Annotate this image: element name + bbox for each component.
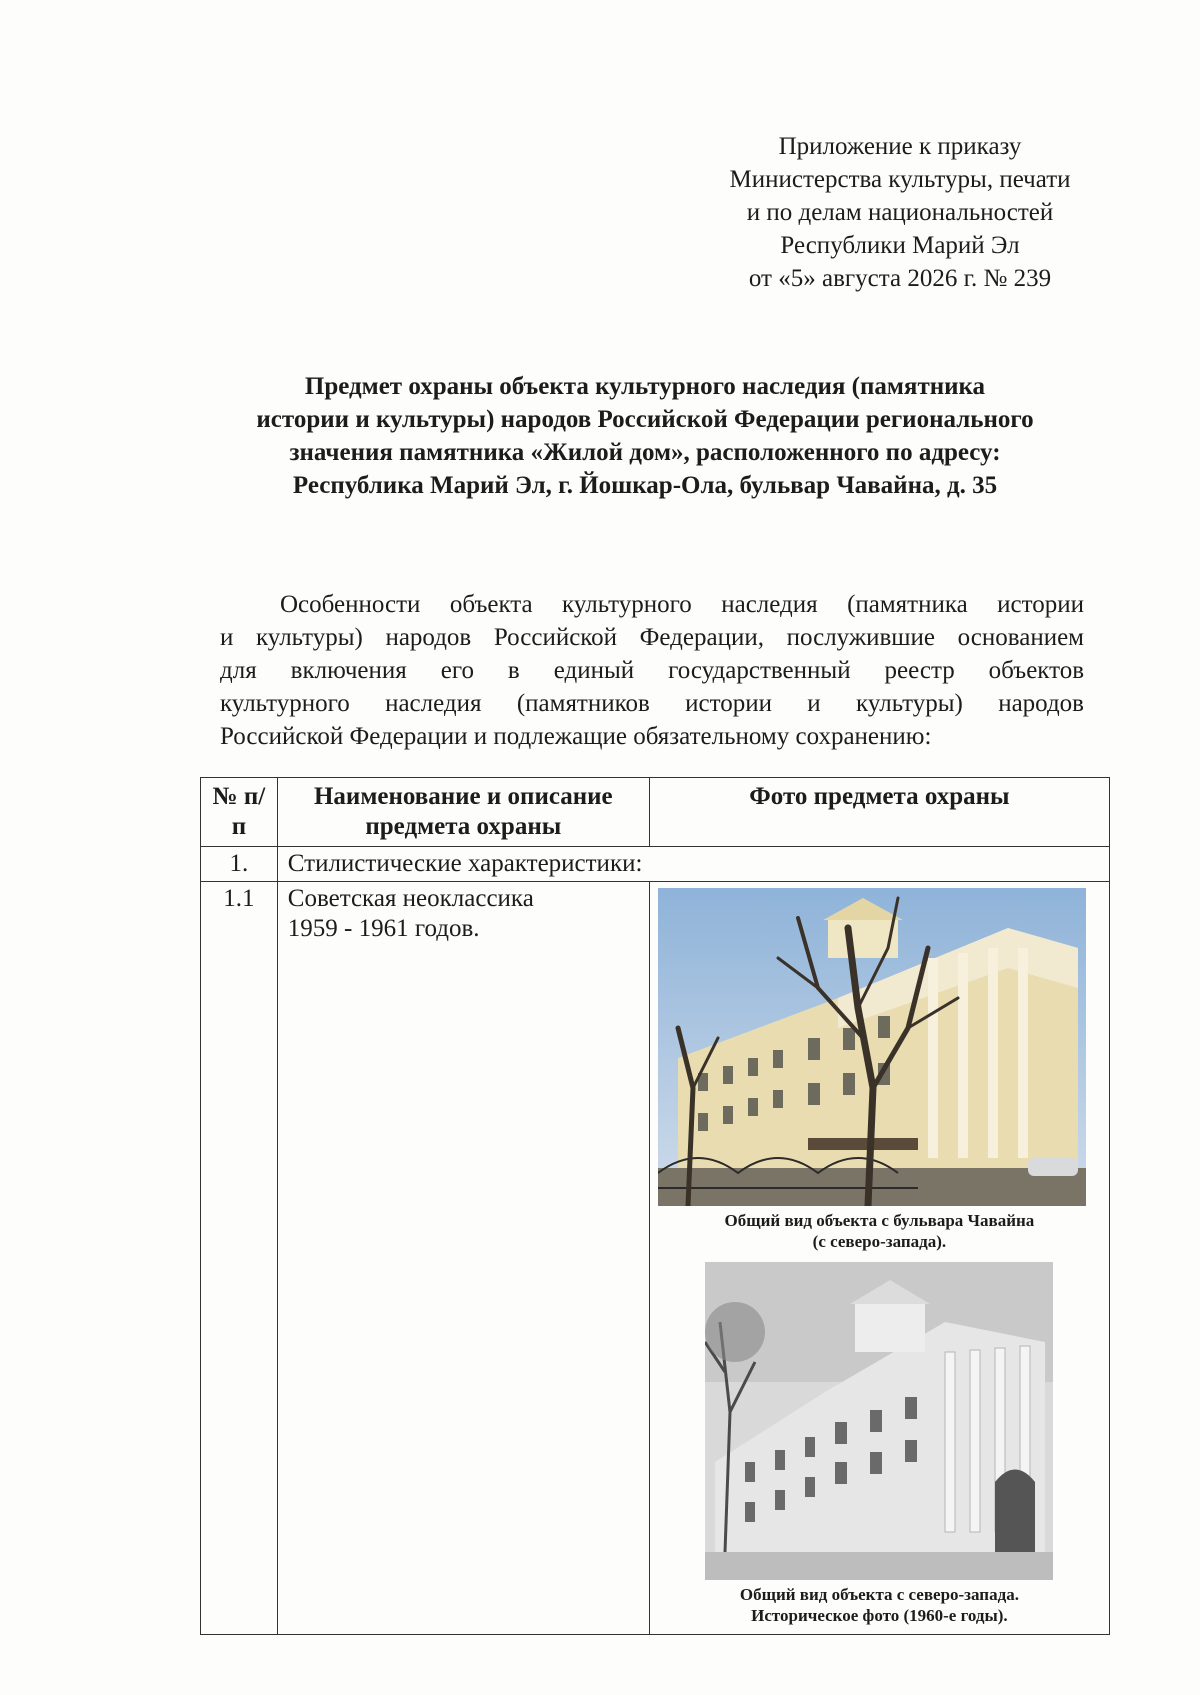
header-name: Наименование и описание предмета охраны <box>277 778 649 847</box>
caption-line: Общий вид объекта с северо-запада. <box>739 1585 1019 1604</box>
photo2-caption <box>658 1584 1101 1626</box>
document-title <box>205 370 1085 502</box>
table-row <box>201 882 1110 1635</box>
appendix-date-number: от «5» августа 2026 г. № 239 <box>748 265 1052 292</box>
section-num: 1. <box>201 847 278 882</box>
row-description-line: 1959 - 1961 годов. <box>287 915 480 942</box>
table-section-row <box>201 847 1110 882</box>
building-photo-historical <box>705 1262 1053 1580</box>
protection-table <box>200 777 1110 1635</box>
header-photo: Фото предмета охраны <box>649 778 1109 847</box>
row-description-line: Советская неоклассика <box>287 885 534 912</box>
title-line: значения памятника «Жилой дом», расположенного по адресу: <box>289 439 1001 466</box>
building-photo-color <box>658 888 1086 1206</box>
intro-paragraph <box>220 588 1084 753</box>
intro-line: Особенности объекта культурного наследия (памятника истории <box>280 591 1084 618</box>
section-label: Стилистические характеристики: <box>277 847 1109 882</box>
appendix-line: и по делам национальностей <box>746 199 1054 226</box>
title-line: Республика Марий Эл, г. Йошкар-Ола, бульвар Чавайна, д. 35 <box>292 472 998 499</box>
appendix-line: Приложение к приказу <box>778 133 1022 160</box>
appendix-block <box>690 130 1110 295</box>
table-header-row <box>201 778 1110 847</box>
title-line: истории и культуры) народов Российской Федерации регионального <box>256 406 1034 433</box>
caption-line: (с северо-запада). <box>812 1232 947 1251</box>
row-description <box>277 882 649 1635</box>
caption-line: Историческое фото (1960-е годы). <box>751 1606 1008 1625</box>
row-num: 1.1 <box>201 882 278 1635</box>
intro-line: для включения его в единый государственный реестр объектов <box>220 657 1084 684</box>
appendix-line: Республики Марий Эл <box>780 232 1020 259</box>
caption-line: Общий вид объекта с бульвара Чавайна <box>724 1211 1035 1230</box>
row-photos <box>649 882 1109 1635</box>
header-num: № п/п <box>201 778 278 847</box>
title-line: Предмет охраны объекта культурного наследия (памятника <box>304 373 986 400</box>
intro-line: Российской Федерации и подлежащие обязательному сохранению: <box>220 723 932 750</box>
intro-line: культурного наследия (памятников истории и культуры) народов <box>220 690 1084 717</box>
appendix-line: Министерства культуры, печати <box>729 166 1071 193</box>
intro-line: и культуры) народов Российской Федерации, послужившие основанием <box>220 624 1084 651</box>
photo1-caption <box>658 1210 1101 1252</box>
